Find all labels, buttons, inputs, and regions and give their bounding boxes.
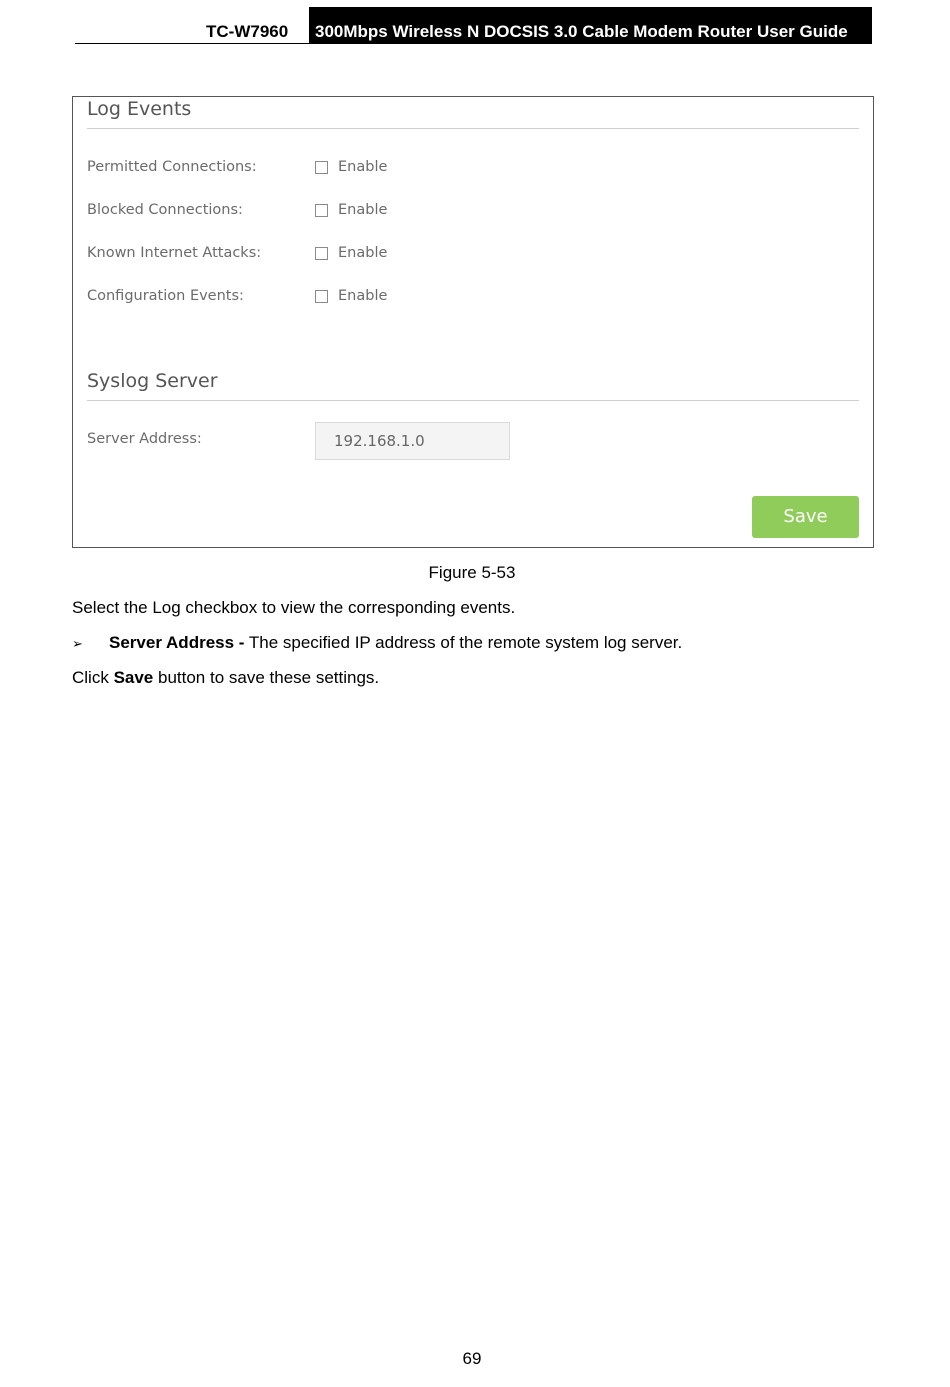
known-internet-attacks-enable-label[interactable]: Enable	[338, 245, 388, 261]
configuration-events-enable-label[interactable]: Enable	[338, 288, 388, 304]
blocked-connections-enable-label[interactable]: Enable	[338, 202, 388, 218]
permitted-connections-checkbox[interactable]	[315, 161, 328, 174]
save-instruction-prefix: Click	[72, 668, 114, 687]
configuration-events-checkbox[interactable]	[315, 290, 328, 303]
permitted-connections-label: Permitted Connections:	[87, 159, 257, 175]
log-events-divider	[87, 128, 859, 129]
server-address-definition: The specified IP address of the remote system log server.	[244, 633, 683, 652]
page-number: 69	[462, 1349, 482, 1368]
configuration-events-label: Configuration Events:	[87, 288, 244, 304]
figure-caption: Figure 5-53	[428, 563, 516, 582]
permitted-connections-enable-label[interactable]: Enable	[338, 159, 388, 175]
server-address-description	[109, 633, 682, 653]
instruction-paragraph: Select the Log checkbox to view the corresponding events.	[72, 598, 516, 617]
blocked-connections-label: Blocked Connections:	[87, 202, 243, 218]
save-instruction-keyword: Save	[113, 668, 154, 687]
save-instruction-suffix: button to save these settings.	[153, 668, 380, 687]
blocked-connections-checkbox[interactable]	[315, 204, 328, 217]
known-internet-attacks-checkbox[interactable]	[315, 247, 328, 260]
bullet-arrow-icon: ➢	[72, 636, 83, 651]
server-address-term: Server Address -	[109, 633, 245, 652]
document-model: TC-W7960	[206, 22, 289, 41]
log-settings-panel	[72, 96, 874, 548]
syslog-server-title: Syslog Server	[87, 370, 218, 392]
save-button[interactable]: Save	[752, 496, 859, 538]
save-instruction	[72, 668, 379, 688]
document-title: 300Mbps Wireless N DOCSIS 3.0 Cable Modem Router User Guide	[309, 7, 872, 44]
server-address-input[interactable]	[315, 422, 510, 460]
log-events-title: Log Events	[87, 98, 192, 120]
server-address-label: Server Address:	[87, 431, 202, 447]
header-rule	[75, 43, 310, 44]
known-internet-attacks-label: Known Internet Attacks:	[87, 245, 262, 261]
syslog-server-divider	[87, 400, 859, 401]
